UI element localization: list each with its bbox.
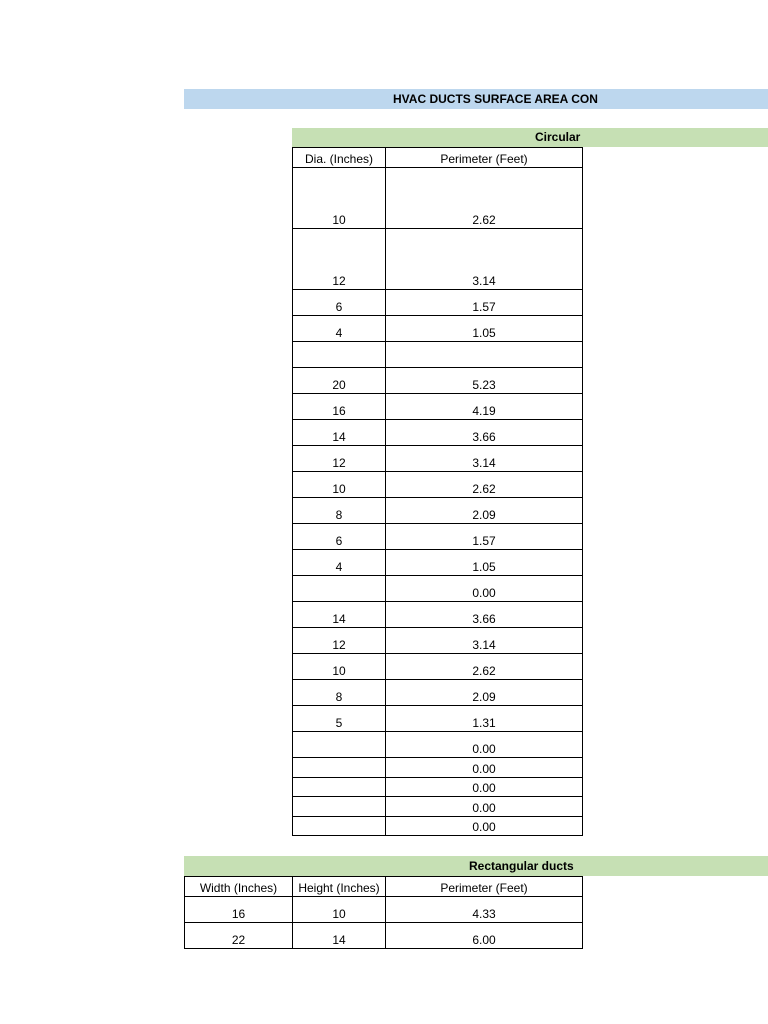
table-row (293, 394, 583, 420)
table-row (293, 602, 583, 628)
table-row (293, 368, 583, 394)
perimeter-cell[interactable]: 4.19 (386, 394, 583, 420)
perimeter-cell[interactable]: 6.00 (386, 923, 583, 949)
perimeter-cell[interactable]: 1.05 (386, 550, 583, 576)
table-row (293, 732, 583, 758)
perimeter-cell[interactable]: 1.05 (386, 316, 583, 342)
table-row (185, 923, 583, 949)
diameter-cell[interactable] (293, 797, 386, 817)
table-row (293, 680, 583, 706)
table-row (293, 168, 583, 229)
diameter-cell[interactable] (293, 758, 386, 778)
table-row (293, 706, 583, 732)
table-row (293, 654, 583, 680)
perimeter-cell[interactable]: 4.33 (386, 897, 583, 923)
diameter-cell[interactable]: 8 (293, 680, 386, 706)
column-header-perimeter[interactable]: Perimeter (Feet) (386, 877, 583, 897)
perimeter-cell[interactable]: 2.09 (386, 498, 583, 524)
perimeter-cell[interactable]: 0.00 (386, 576, 583, 602)
table-row (293, 758, 583, 778)
table-header-row (185, 877, 583, 897)
rectangular-section-title: Rectangular ducts (469, 859, 574, 873)
circular-section-title: Circular (535, 130, 581, 144)
perimeter-cell[interactable]: 3.14 (386, 446, 583, 472)
perimeter-cell[interactable]: 3.66 (386, 420, 583, 446)
table-row (293, 472, 583, 498)
perimeter-cell[interactable]: 2.62 (386, 168, 583, 229)
perimeter-cell[interactable]: 0.00 (386, 758, 583, 778)
perimeter-cell[interactable]: 1.57 (386, 290, 583, 316)
rectangular-section-header (184, 856, 768, 876)
diameter-cell[interactable] (293, 817, 386, 836)
width-cell[interactable]: 16 (185, 897, 293, 923)
table-header-row (293, 148, 583, 168)
perimeter-cell[interactable]: 5.23 (386, 368, 583, 394)
perimeter-cell[interactable]: 0.00 (386, 817, 583, 836)
column-header-diameter[interactable]: Dia. (Inches) (293, 148, 386, 168)
diameter-cell[interactable]: 10 (293, 472, 386, 498)
perimeter-cell[interactable]: 3.14 (386, 229, 583, 290)
diameter-cell[interactable]: 12 (293, 446, 386, 472)
diameter-cell[interactable] (293, 342, 386, 368)
diameter-cell[interactable]: 14 (293, 420, 386, 446)
perimeter-cell[interactable]: 1.31 (386, 706, 583, 732)
diameter-cell[interactable]: 14 (293, 602, 386, 628)
diameter-cell[interactable] (293, 732, 386, 758)
table-row (293, 229, 583, 290)
diameter-cell[interactable]: 4 (293, 550, 386, 576)
perimeter-cell[interactable]: 0.00 (386, 778, 583, 797)
table-row (293, 342, 583, 368)
column-header-perimeter[interactable]: Perimeter (Feet) (386, 148, 583, 168)
perimeter-cell[interactable]: 2.09 (386, 680, 583, 706)
diameter-cell[interactable] (293, 576, 386, 602)
perimeter-cell[interactable]: 0.00 (386, 797, 583, 817)
diameter-cell[interactable]: 6 (293, 524, 386, 550)
diameter-cell[interactable]: 10 (293, 168, 386, 229)
diameter-cell[interactable]: 10 (293, 654, 386, 680)
diameter-cell[interactable]: 6 (293, 290, 386, 316)
diameter-cell[interactable]: 12 (293, 628, 386, 654)
sheet-title: HVAC DUCTS SURFACE AREA CON (393, 92, 598, 106)
diameter-cell[interactable] (293, 778, 386, 797)
perimeter-cell[interactable] (386, 342, 583, 368)
circular-section-header (292, 128, 768, 147)
diameter-cell[interactable]: 12 (293, 229, 386, 290)
diameter-cell[interactable]: 16 (293, 394, 386, 420)
rectangular-ducts-table (184, 876, 583, 949)
table-row (293, 576, 583, 602)
perimeter-cell[interactable]: 3.66 (386, 602, 583, 628)
table-row (293, 316, 583, 342)
diameter-cell[interactable]: 20 (293, 368, 386, 394)
table-row (293, 290, 583, 316)
sheet-title-band (184, 89, 768, 109)
perimeter-cell[interactable]: 2.62 (386, 654, 583, 680)
table-row (293, 446, 583, 472)
perimeter-cell[interactable]: 3.14 (386, 628, 583, 654)
perimeter-cell[interactable]: 2.62 (386, 472, 583, 498)
table-row (293, 524, 583, 550)
perimeter-cell[interactable]: 1.57 (386, 524, 583, 550)
diameter-cell[interactable]: 4 (293, 316, 386, 342)
table-row (293, 628, 583, 654)
table-row (293, 817, 583, 836)
table-row (293, 550, 583, 576)
column-header-height[interactable]: Height (Inches) (293, 877, 386, 897)
table-row (293, 797, 583, 817)
perimeter-cell[interactable]: 0.00 (386, 732, 583, 758)
column-header-width[interactable]: Width (Inches) (185, 877, 293, 897)
table-row (293, 498, 583, 524)
table-row (293, 778, 583, 797)
table-row (293, 420, 583, 446)
height-cell[interactable]: 10 (293, 897, 386, 923)
circular-ducts-table (292, 147, 583, 836)
width-cell[interactable]: 22 (185, 923, 293, 949)
diameter-cell[interactable]: 8 (293, 498, 386, 524)
table-row (185, 897, 583, 923)
diameter-cell[interactable]: 5 (293, 706, 386, 732)
height-cell[interactable]: 14 (293, 923, 386, 949)
